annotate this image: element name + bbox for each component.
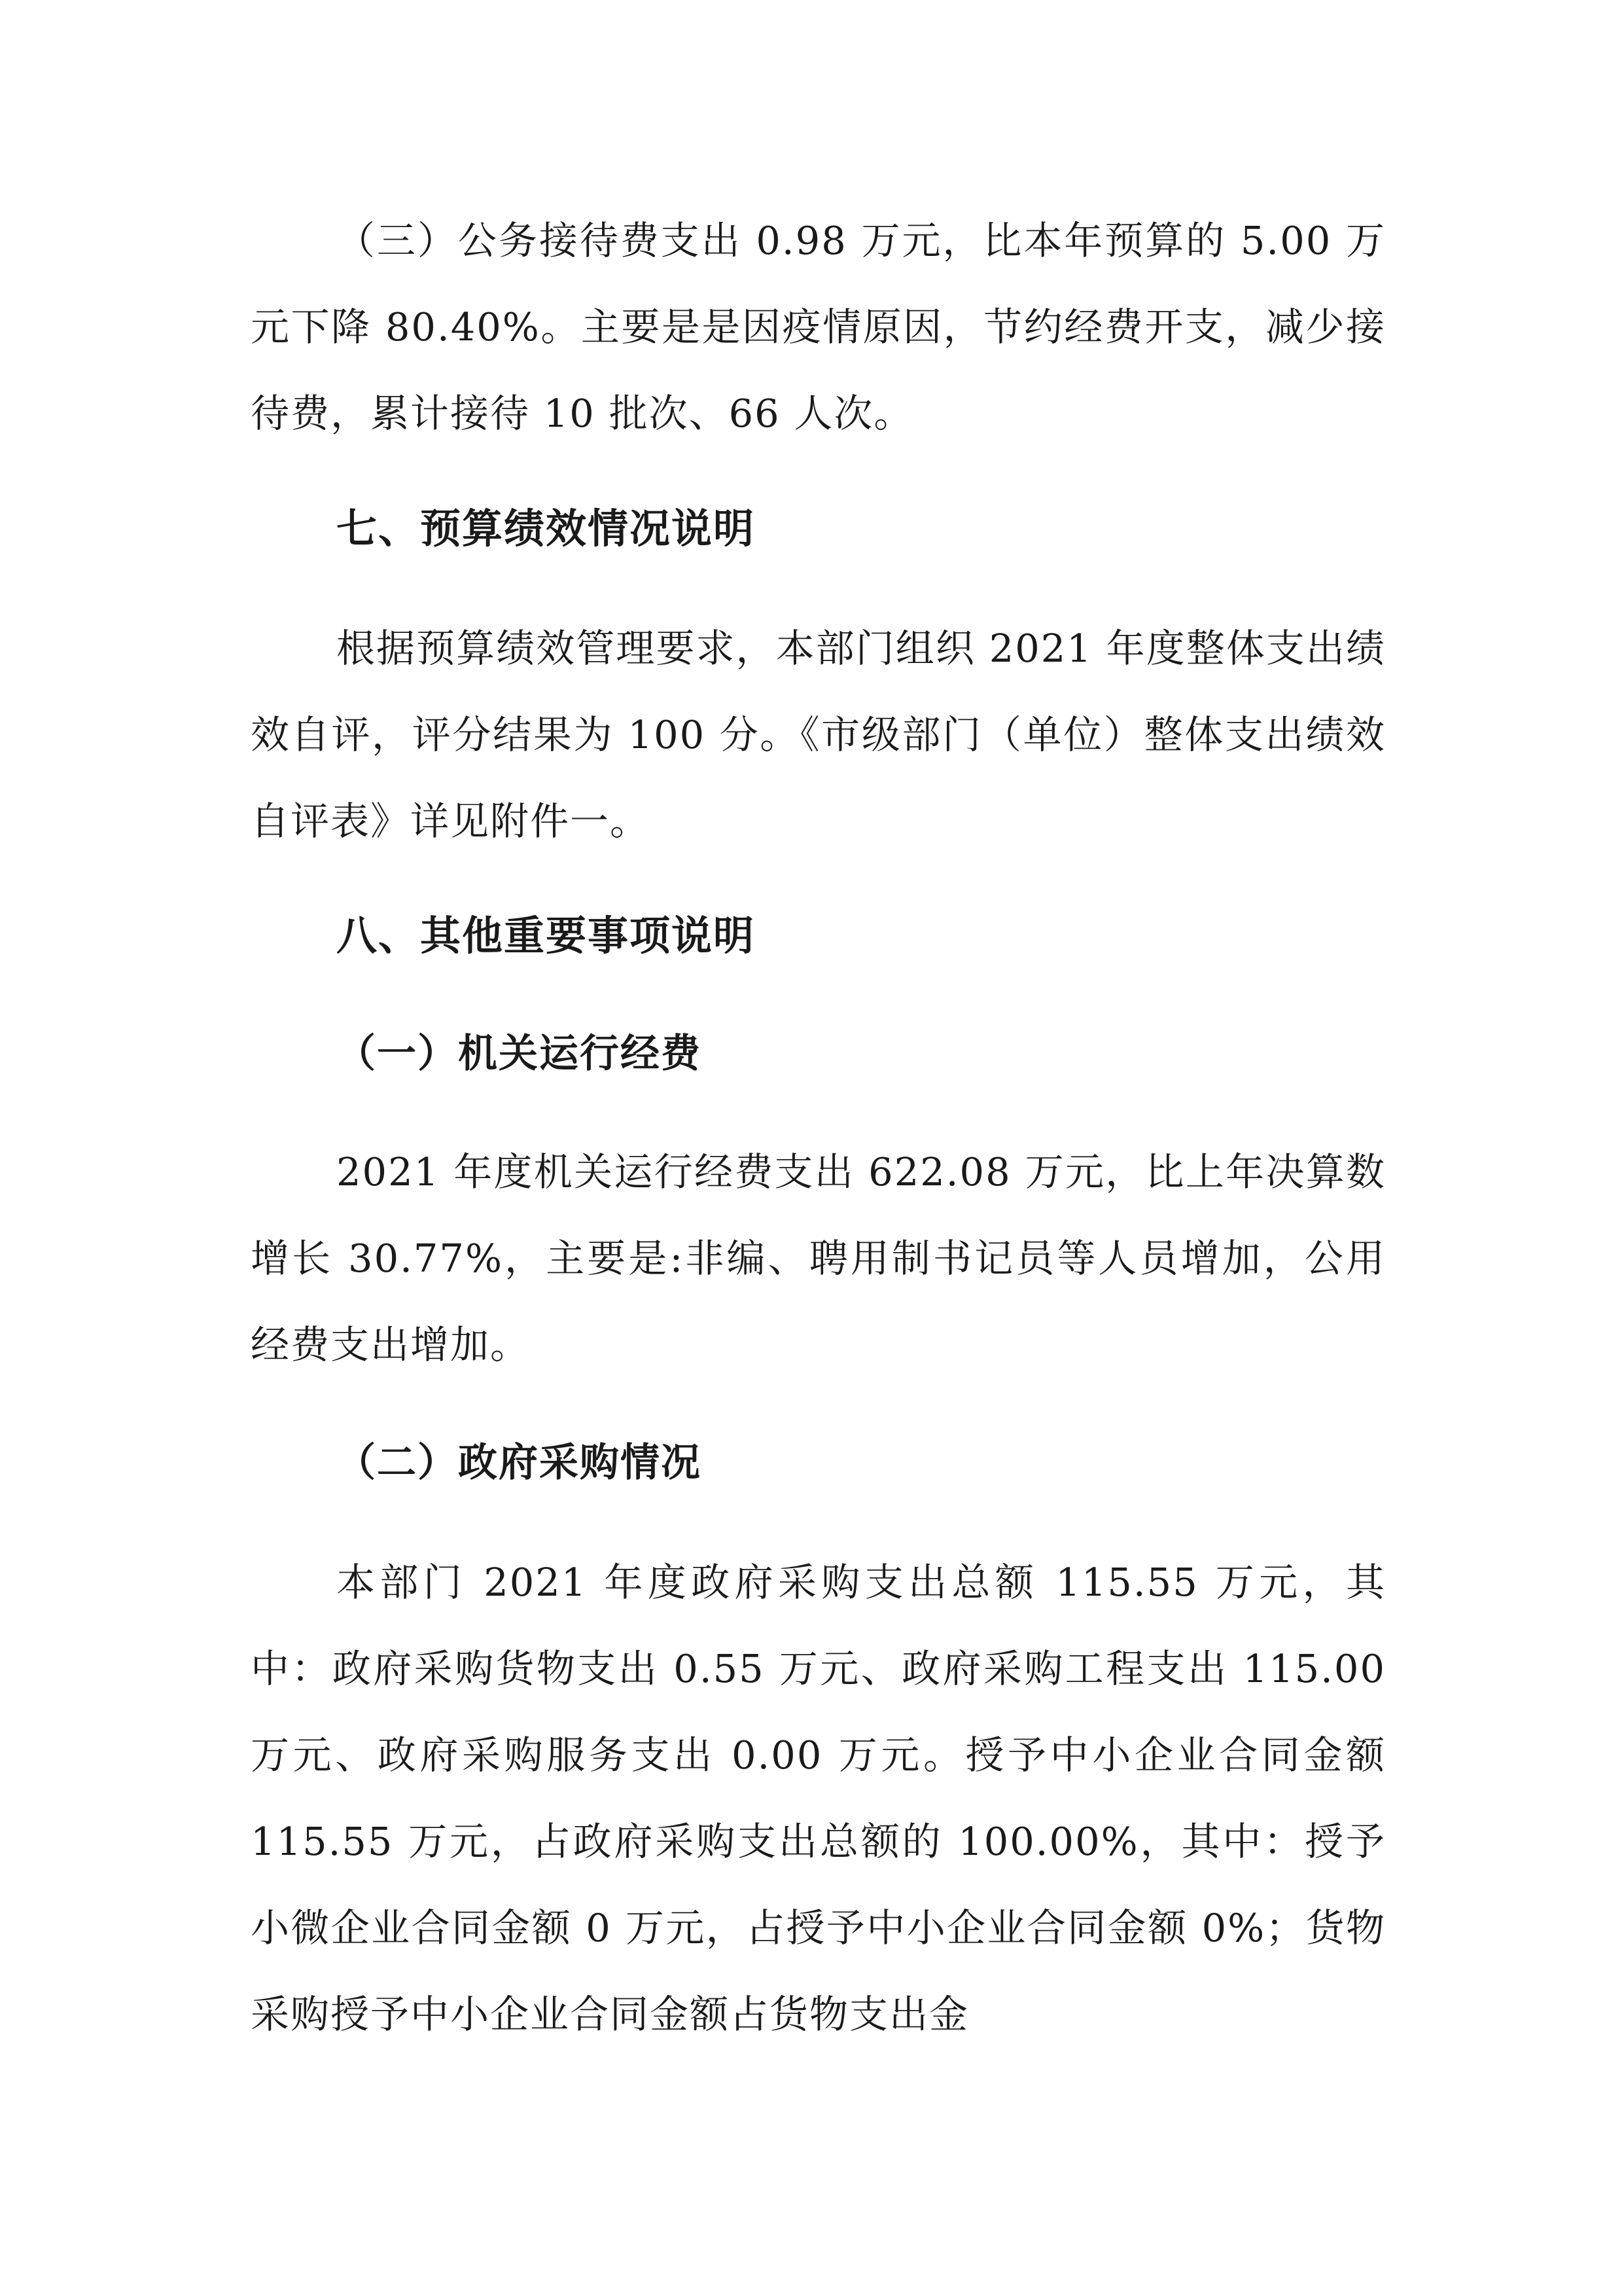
section-heading-budget-performance: 七、预算绩效情况说明 bbox=[336, 505, 756, 552]
paragraph-operating-expenses: 2021 年度机关运行经费支出 622.08 万元，比上年决算数增长 30.77%，主要是:非编、聘用制书记员等人员增加，公用经费支出增加。 bbox=[251, 1149, 1386, 1367]
subheading-operating-expenses: （一）机关运行经费 bbox=[336, 1031, 701, 1077]
subheading-government-procurement: （二）政府采购情况 bbox=[336, 1440, 701, 1486]
paragraph-government-procurement: 本部门 2021 年度政府采购支出总额 115.55 万元，其中：政府采购货物支出 0.55 万元、政府采购工程支出 115.00 万元、政府采购服务支出 0.00 万元。授予中小企业合同金额 115.55 万元，占政府采购支出总额的 100.00%，其中：授予小微企业合同金额 0 万元，占授予中小企业合同金额 0%；货物采购授予中小企业合同金额占货物支出金 bbox=[251, 1560, 1386, 2037]
paragraph-budget-performance: 根据预算绩效管理要求，本部门组织 2021 年度整体支出绩效自评，评分结果为 100 分。《市级部门（单位）整体支出绩效自评表》详见附件一。 bbox=[251, 626, 1386, 844]
section-heading-other-matters: 八、其他重要事项说明 bbox=[336, 912, 756, 960]
paragraph-reception-expenses: （三）公务接待费支出 0.98 万元，比本年预算的 5.00 万元下降 80.40%。主要是是因疫情原因，节约经费开支，减少接待费，累计接待 10 批次、66 人次。 bbox=[251, 218, 1386, 436]
